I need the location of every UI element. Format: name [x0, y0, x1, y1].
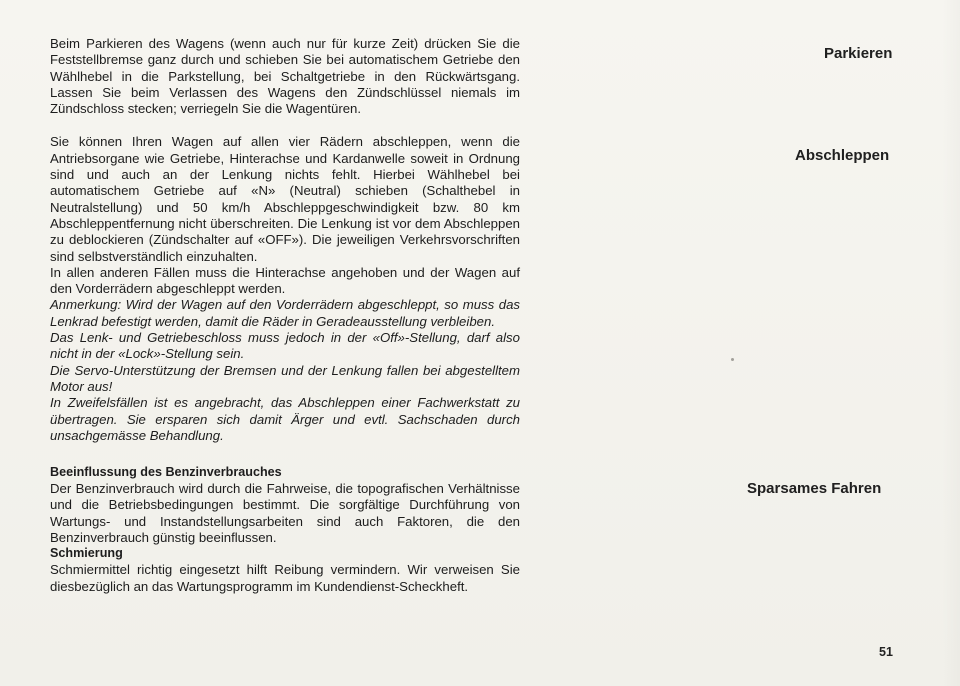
paper-speck: [731, 358, 734, 361]
anmerkung-paragraph-4: In Zweifelsfällen ist es angebracht, das Abschleppen einer Fachwerkstatt zu übertragen. Sie ersparen sich damit Ärger und evtl. Sachschaden durch unsachgemässe Behandlung.: [50, 395, 520, 443]
abschleppen-paragraph-2: In allen anderen Fällen muss die Hinterachse angehoben und der Wagen auf den Vorderrädern abgeschleppt werden.: [50, 264, 520, 297]
schmierung-paragraph: Schmiermittel richtig eingesetzt hilft Reibung vermindern. Wir verweisen Sie diesbezüglich an das Wartungsprogramm im Kundendienst-Scheckheft.: [50, 562, 520, 594]
parkieren-paragraph: Beim Parkieren des Wagens (wenn auch nur für kurze Zeit) drücken Sie die Feststellbremse ganz durch und schieben Sie bei automatischem Getriebe den Wählhebel in die Parkstellung, bei Schaltgetriebe in den Rückwärtsgang. Lassen Sie beim Verlassen des Wagens den Zündschlüssel niemals im Zündschloss stecken; verriegeln Sie die Wagentüren.: [50, 36, 520, 117]
benzin-subheading: Beeinflussung des Benzinverbrauches: [50, 465, 282, 480]
parkieren-section: [50, 36, 520, 117]
side-heading-parkieren: Parkieren: [824, 45, 893, 62]
side-heading-abschleppen: Abschleppen: [795, 147, 890, 164]
sparsames-fahren-section: [50, 465, 520, 595]
abschleppen-paragraph-1: Sie können Ihren Wagen auf allen vier Rädern abschleppen, wenn die Antriebsorgane wie Getriebe, Hinterachse und Kardanwelle soweit in Ordnung sind und auch an der Lenkung nichts fehlt. Hierbei Wählhebel bei automatischem Getriebe auf «N» (Neutral) schieben (Schalthebel in Neutralstellung) und 50 km/h Abschleppgeschwindigkeit bzw. 80 km Abschleppentfernung nicht überschreiten. Die Lenkung ist vor dem Abschleppen zu deblockieren (Zündschalter auf «OFF»). Die jeweiligen Verkehrsvorschriften sind selbstverständlich einzuhalten.: [50, 134, 520, 264]
anmerkung-paragraph-2: Das Lenk- und Getriebeschloss muss jedoch in der «Off»-Stellung, darf also nicht in der «Lock»-Stellung sein.: [50, 330, 520, 362]
main-text-column: [50, 36, 520, 595]
benzin-paragraph: Der Benzinverbrauch wird durch die Fahrweise, die topografischen Verhältnisse und die Betriebsbedingungen bestimmt. Die sorgfältige Durchführung von Wartungs- und Instandstellungsarbeiten sind auch Faktoren, die den Benzinverbrauch günstig beeinflussen.: [50, 481, 520, 546]
anmerkung-paragraph-1: Anmerkung: Wird der Wagen auf den Vorderrädern abgeschleppt, so muss das Lenkrad befestigt werden, damit die Räder in Geradeausstellung verbleiben.: [50, 297, 520, 329]
anmerkung-paragraph-3: Die Servo-Unterstützung der Bremsen und der Lenkung fallen bei abgestelltem Motor aus!: [50, 362, 520, 394]
page-number: 51: [879, 645, 893, 659]
section-gap: [50, 117, 520, 134]
schmierung-subheading: Schmierung: [50, 546, 123, 561]
abschleppen-section: [50, 134, 520, 444]
section-gap: [50, 444, 520, 465]
side-heading-sparsames-fahren: Sparsames Fahren: [747, 480, 882, 497]
page-edge-shadow: [942, 0, 960, 686]
